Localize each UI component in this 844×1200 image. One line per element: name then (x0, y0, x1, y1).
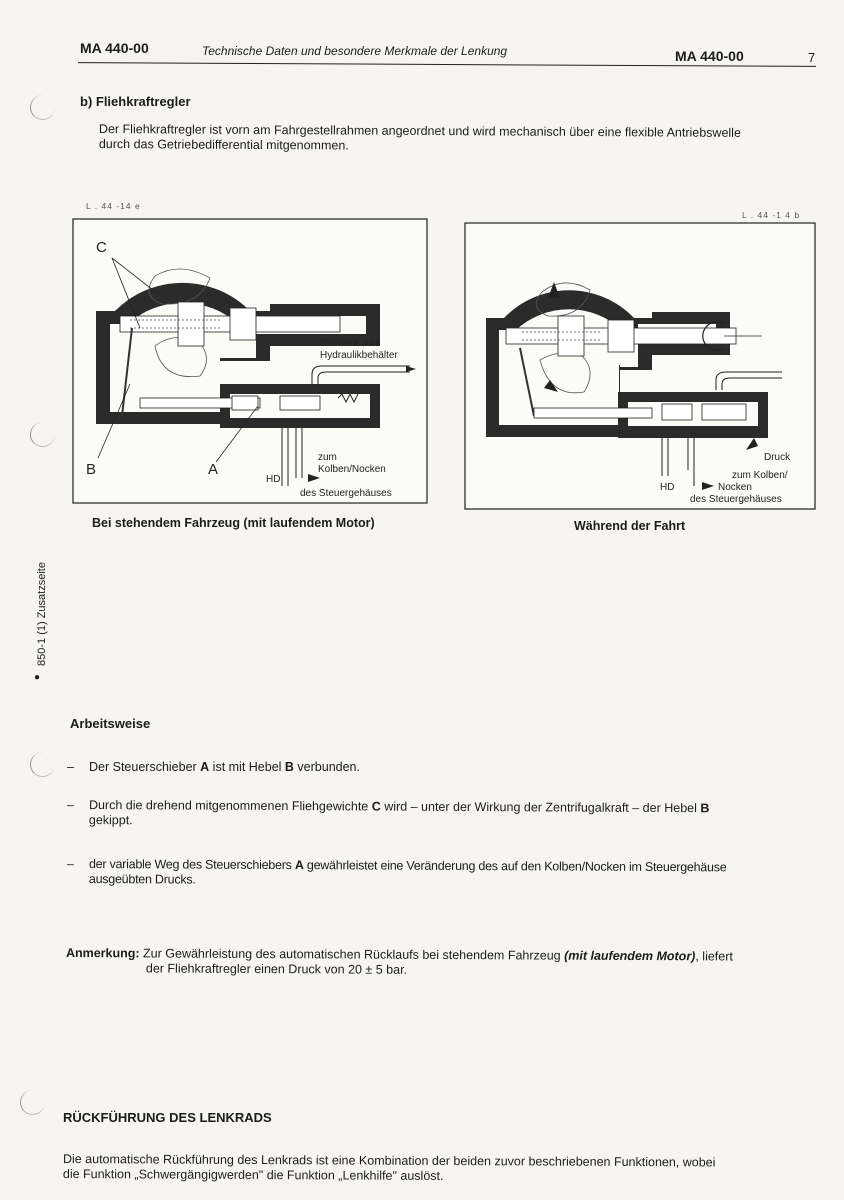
operation-bullet-1: – Der Steuerschieber A ist mit Hebel B verbunden. (67, 760, 360, 774)
left-label-c: C (96, 239, 107, 256)
header-code-left: MA 440-00 (80, 40, 149, 56)
figure-right-ref: L . 44 -1 4 b (742, 210, 801, 220)
punch-hole-4 (20, 1090, 45, 1115)
page-number: 7 (808, 50, 816, 65)
figure-left-ref: L . 44 -14 e (86, 201, 141, 211)
governor-diagram-stationary (70, 216, 430, 506)
left-label-to-2: Kolben/Nocken (318, 464, 386, 475)
right-spool (534, 408, 652, 418)
figure-right-caption: Während der Fahrt (574, 519, 686, 533)
left-label-hd: HD (266, 474, 281, 485)
punch-hole-3 (30, 752, 55, 777)
note-label: Anmerkung: (65, 946, 140, 961)
section-b-paragraph (99, 122, 819, 156)
left-label-return-1: Rücklauf zum (320, 338, 381, 349)
side-note-text: 850-1 (1) Zusatzseite (36, 562, 48, 666)
right-label-to-2: Nocken (718, 482, 752, 493)
left-label-return-2: Hydraulikbehälter (320, 350, 398, 361)
section-b-line-1: Der Fliehkraftregler ist vorn am Fahrgestellrahmen angeordnet und wird mechanisch über eine flexible Antriebswelle (98, 122, 741, 140)
left-label-to-1: zum (318, 452, 337, 463)
right-label-to-3: des Steuergehäuses (690, 494, 782, 505)
governor-diagram-driving (462, 220, 818, 512)
left-label-a: A (208, 461, 219, 478)
header-code-right: MA 440-00 (675, 48, 744, 64)
punch-hole-1 (30, 95, 55, 120)
section-b-title: b) Fliehkraftregler (80, 94, 191, 109)
operation-bullet-2: – Durch die drehend mitgenommenen Fliehgewichte C wird – unter der Wirkung der Zentrifugalkraft – der Hebel B gekippt. (66, 797, 710, 828)
operation-title: Arbeitsweise (70, 716, 151, 731)
note-block: Anmerkung: Zur Gewährleistung des automatischen Rücklaufs bei stehendem Fahrzeug (mit laufendem Motor), liefert der Fliehkraftregler einen Druck von 20 ± 5 bar. (65, 946, 733, 977)
punch-hole-2 (30, 422, 55, 447)
left-label-to-3: des Steuergehäuses (300, 488, 392, 499)
section-b-line-2: durch das Getriebedifferential mitgenommen. (98, 136, 349, 153)
operation-bullet-3: – der variable Weg des Steuerschiebers A gewährleistet eine Veränderung des auf den Kolben/Nocken im Steuergehäuse ausgeübten Drucks. (66, 856, 727, 887)
header-title: Technische Daten und besondere Merkmale der Lenkung (202, 44, 508, 58)
right-label-pressure: Druck (764, 452, 791, 463)
right-label-hd: HD (660, 482, 675, 493)
left-label-b: B (86, 461, 97, 478)
return-section-paragraph: Die automatische Rückführung des Lenkrads ist eine Kombination der beiden zuvor beschriebenen Funktionen, wobei die Funktion „Schwergängigwerden" die Funktion „Lenkhilfe" auslöst. (62, 1152, 716, 1183)
figure-left-caption: Bei stehendem Fahrzeug (mit laufendem Motor) (92, 516, 375, 530)
return-section-title: RÜCKFÜHRUNG DES LENKRADS (63, 1110, 272, 1125)
right-label-to-1: zum Kolben/ (732, 470, 788, 481)
